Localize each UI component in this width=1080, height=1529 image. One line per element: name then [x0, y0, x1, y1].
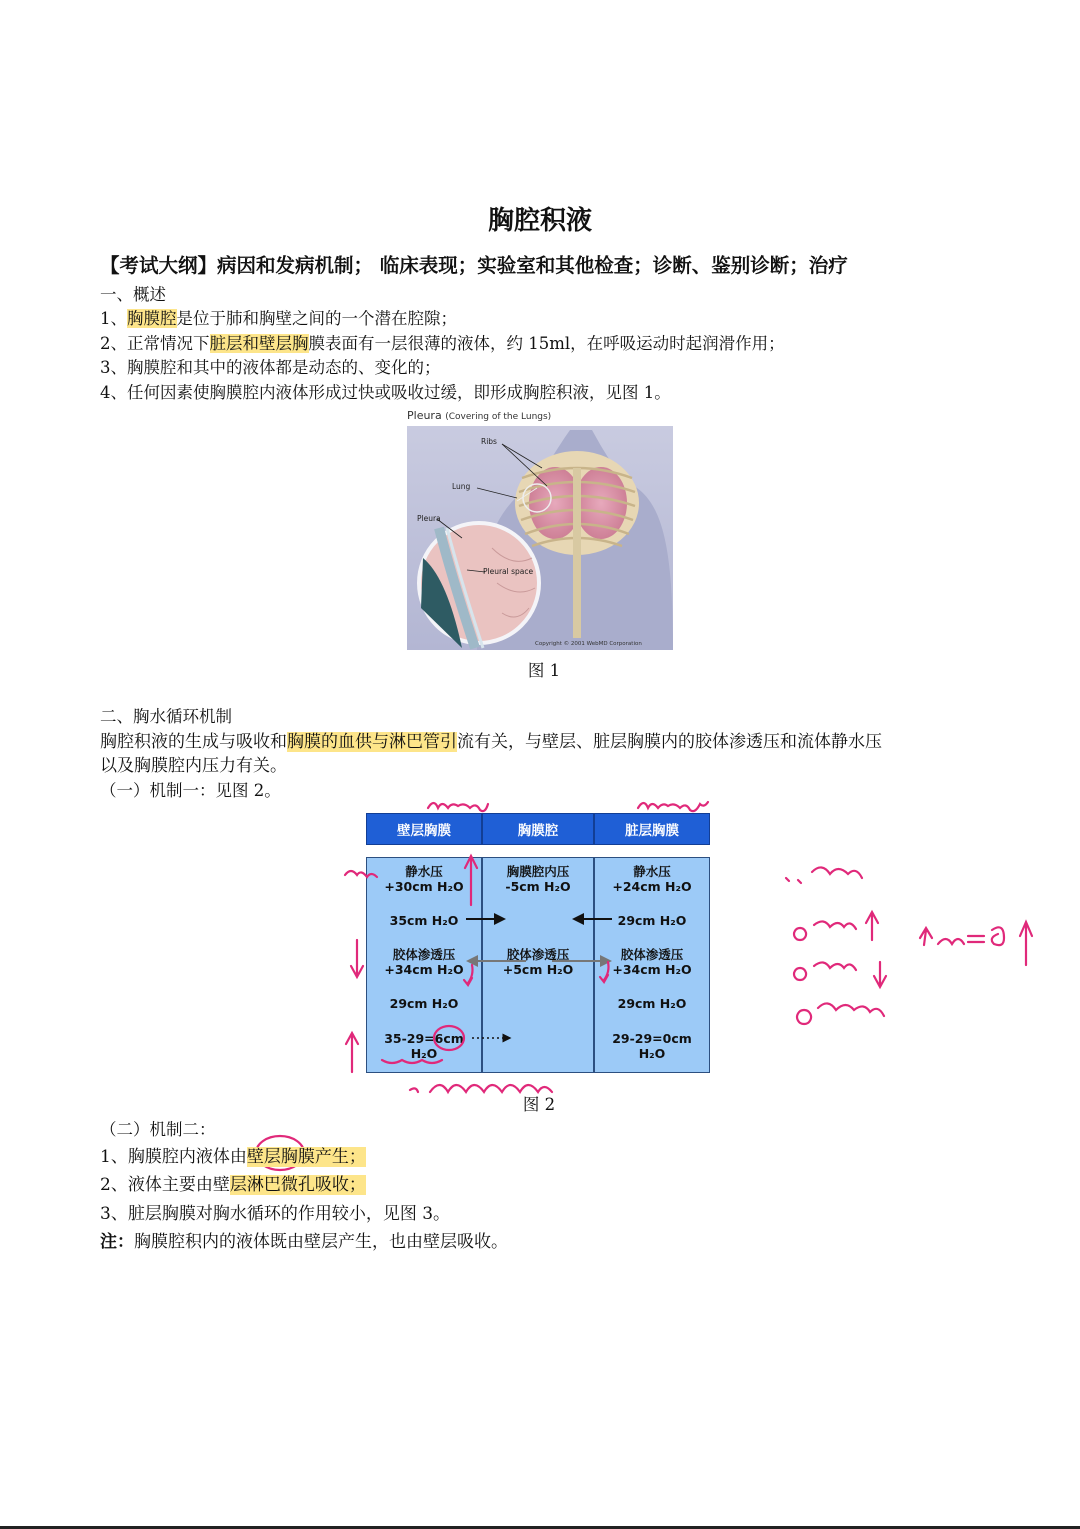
mechanism2-item-3: 3、脏层胸膜对胸水循环的作用较小，见图 3。: [100, 1204, 451, 1224]
section2-heading: 二、胸水循环机制: [100, 707, 232, 726]
highlight: 壁层胸膜产生；: [246, 1147, 366, 1167]
left-net-1: 35cm H₂O: [389, 913, 459, 928]
label-pleural-space: Pleural space: [483, 567, 534, 576]
section1-item-4: 4、任何因素使胸膜腔内液体形成过快或吸收过缓，即形成胸腔积液，见图 1。: [100, 383, 671, 402]
page-title: 胸腔积液: [487, 206, 592, 236]
right-result: 29-29=0cm H₂O: [612, 1031, 692, 1061]
left-colloid: 胶体渗透压 +34cm H₂O: [384, 947, 464, 977]
cavity-colloid: 胶体渗透压 +5cm H₂O: [502, 947, 574, 977]
left-net-2: 29cm H₂O: [389, 996, 459, 1011]
mechanism2-item-1: 1、胸膜腔内液体由壁层胸膜产生；: [100, 1147, 366, 1167]
header-parietal-pleura: 壁层胸膜: [366, 813, 482, 845]
copyright-text: Copyright © 2001 WebMD Corporation: [535, 641, 642, 647]
header-visceral-pleura: 脏层胸膜: [594, 813, 710, 845]
label-pleura: Pleura: [417, 514, 441, 523]
figure2-caption: 图 2: [522, 1095, 556, 1114]
left-result: 35-29=6cm H₂O: [384, 1031, 464, 1061]
section1-heading: 一、概述: [100, 285, 166, 304]
figure1-title: Pleura (Covering of the Lungs): [407, 409, 552, 422]
cavity-pressure: 胸膜腔内压 -5cm H₂O: [505, 864, 571, 894]
section2-paragraph-line2: 以及胸膜腔内压力有关。: [100, 756, 287, 776]
highlight: 脏层和壁层胸: [209, 334, 309, 353]
mechanism2-item-2: 2、液体主要由壁层淋巴微孔吸收；: [100, 1175, 366, 1195]
highlight: 层淋巴微孔吸收；: [229, 1175, 366, 1195]
label-lung: Lung: [452, 482, 471, 491]
section1-item-3: 3、胸膜腔和其中的液体都是动态的、变化的；: [100, 358, 441, 377]
mechanism1-heading: （一）机制一：见图 2。: [100, 781, 281, 800]
section1-item-2: 2、正常情况下脏层和壁层胸膜表面有一层很薄的液体，约 15ml，在呼吸运动时起润滑作用；: [100, 334, 785, 353]
section2-paragraph: 胸腔积液的生成与吸收和胸膜的血供与淋巴管引流有关，与壁层、脏层胸膜内的胶体渗透压和流体静水压: [100, 732, 882, 752]
right-net-2: 29cm H₂O: [617, 996, 687, 1011]
highlight: 胸膜的血供与淋巴管引: [287, 732, 457, 752]
note-line: 注：胸膜腔积内的液体既由壁层产生，也由壁层吸收。: [100, 1232, 508, 1252]
right-colloid: 胶体渗透压 +34cm H₂O: [612, 947, 692, 977]
section1-item-1: 1、胸膜腔是位于肺和胸壁之间的一个潜在腔隙；: [100, 309, 457, 328]
highlight: 胸膜腔: [127, 309, 177, 328]
label-ribs: Ribs: [481, 437, 497, 446]
exam-outline: 【考试大纲】病因和发病机制； 临床表现；实验室和其他检查；诊断、鉴别诊断；治疗: [100, 254, 848, 277]
left-hydrostatic: 静水压 +30cm H₂O: [384, 864, 464, 894]
right-net-1: 29cm H₂O: [617, 913, 687, 928]
mechanism2-heading: （二）机制二：: [100, 1120, 216, 1139]
right-hydrostatic: 静水压 +24cm H₂O: [612, 864, 692, 894]
header-pleural-cavity: 胸膜腔: [482, 813, 594, 845]
figure1-caption: 图 1: [527, 661, 561, 680]
